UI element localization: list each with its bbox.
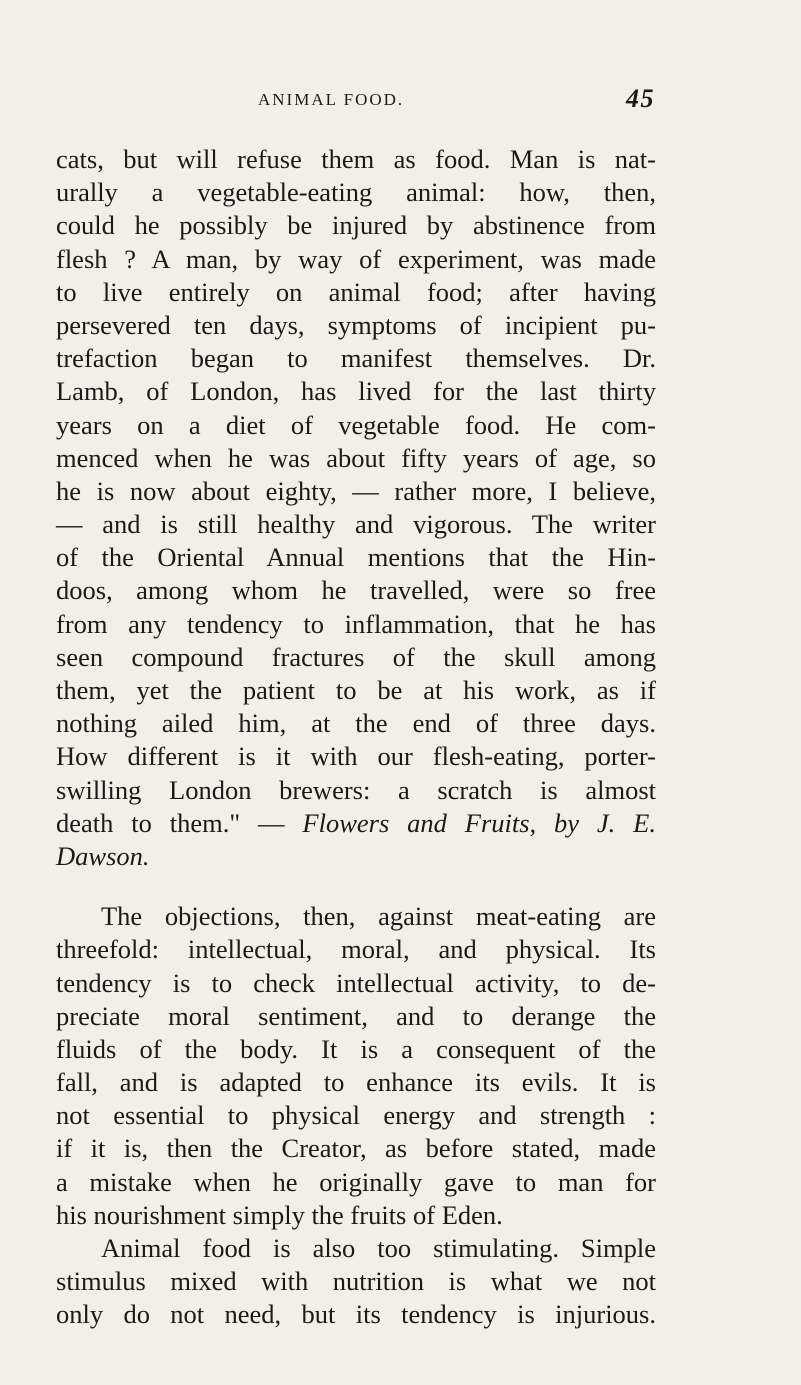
text-line: them, yet the patient to be at his work, as if	[56, 675, 656, 705]
citation-author-line	[56, 840, 656, 873]
text-line: trefaction began to manifest themselves. Dr.	[56, 343, 656, 374]
text-line: doos, among whom he travelled, were so free	[56, 575, 656, 606]
text-line: persevered ten days, symptoms of incipient pu-	[56, 309, 656, 340]
text-line: nothing ailed him, at the end of three days.	[56, 708, 656, 739]
text-line: — and is still healthy and vigorous. The writer	[56, 509, 656, 540]
text-line: Animal food is also too stimulating. Simple	[101, 1233, 656, 1263]
text-line: only do not need, but its tendency is injurious.	[56, 1299, 656, 1330]
citation-author: Dawson.	[56, 840, 150, 871]
text-line: threefold: intellectual, moral, and physical. Its	[56, 934, 656, 965]
text-line: if it is, then the Creator, as before stated, made	[56, 1133, 656, 1164]
text-line: seen compound fractures of the skull among	[56, 641, 656, 672]
page-number: 45	[626, 84, 655, 113]
text-line: swilling London brewers: a scratch is almost	[56, 774, 656, 805]
text-line: fluids of the body. It is a consequent of the	[56, 1033, 656, 1064]
citation-source: Flowers and Fruits, by J. E.	[302, 807, 656, 838]
text-line: menced when he was about fifty years of age, so	[56, 442, 656, 473]
text-line: from any tendency to inflammation, that he has	[56, 608, 656, 639]
text-line: fall, and is adapted to enhance its evils. It is	[56, 1067, 656, 1098]
text-line: to live entirely on animal food; after having	[56, 276, 656, 307]
text-line: tendency is to check intellectual activity, to de-	[56, 967, 656, 998]
body-text	[56, 143, 656, 1332]
paragraph-gap	[56, 873, 656, 900]
text-line: not essential to physical energy and strength :	[56, 1100, 656, 1131]
text-line: Lamb, of London, has lived for the last thirty	[56, 376, 656, 407]
text-line: The objections, then, against meat-eating are	[101, 901, 656, 932]
text-line: he is now about eighty, — rather more, I believe,	[56, 475, 656, 506]
text-line: of the Oriental Annual mentions that the Hin-	[56, 542, 656, 573]
text-line: How different is it with our flesh-eating, porter-	[56, 741, 656, 772]
text-line: his nourishment simply the fruits of Eden.	[56, 1199, 503, 1230]
text-line: urally a vegetable-eating animal: how, then,	[56, 177, 656, 208]
text-line: preciate moral sentiment, and to derange the	[56, 1000, 656, 1031]
text-line: cats, but will refuse them as food. Man is nat-	[56, 144, 656, 174]
running-head	[258, 84, 658, 118]
text-line: could he possibly be injured by abstinence from	[56, 210, 656, 241]
text-line: years on a diet of vegetable food. He com-	[56, 409, 656, 440]
text-line: flesh ? A man, by way of experiment, was made	[56, 243, 656, 274]
running-head-title: ANIMAL FOOD.	[258, 90, 405, 109]
text-line: a mistake when he originally gave to man for	[56, 1166, 656, 1197]
text-line: stimulus mixed with nutrition is what we not	[56, 1266, 656, 1297]
citation-line	[56, 807, 656, 840]
citation-prefix: death to them." —	[56, 807, 303, 838]
